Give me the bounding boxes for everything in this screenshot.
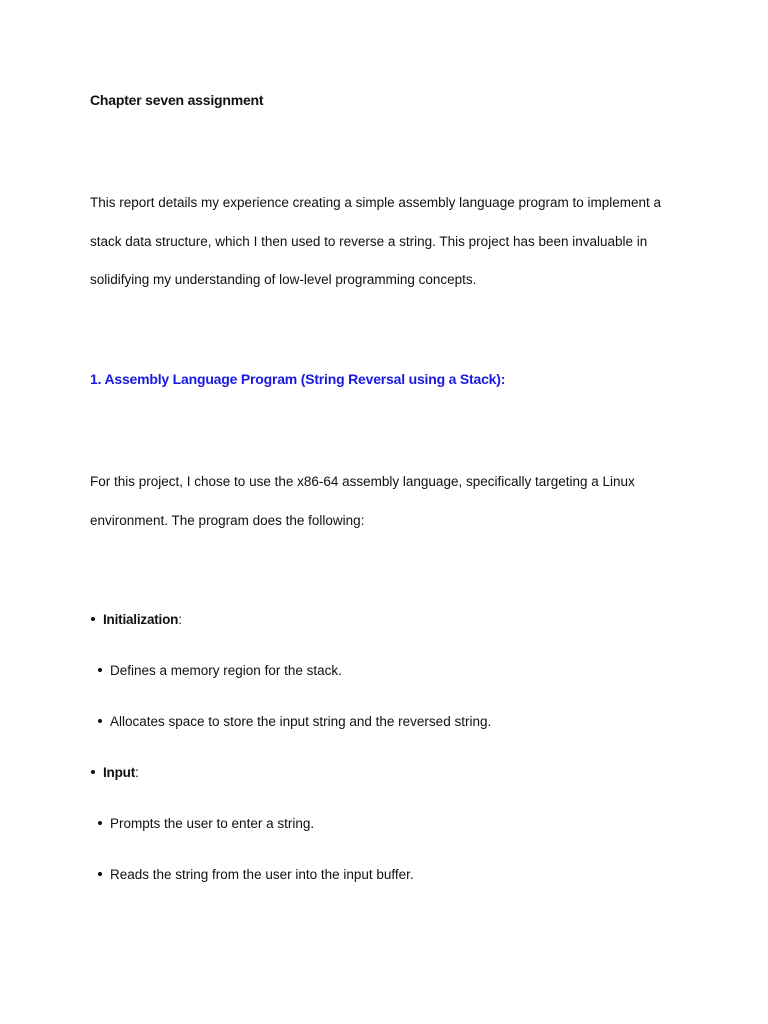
list-item-text: Allocates space to store the input string and the reversed string. [110, 714, 492, 729]
list-item-text: Prompts the user to enter a string. [110, 816, 315, 831]
list-item-input [91, 765, 139, 780]
list-item [98, 663, 342, 678]
list-item-text: Reads the string from the user into the input buffer. [110, 867, 414, 882]
bullet-icon [98, 821, 102, 825]
document-title: Chapter seven assignment [90, 92, 264, 108]
bullet-icon [98, 668, 102, 672]
list-item [98, 867, 414, 882]
list-term: Initialization [103, 612, 179, 627]
bullet-icon [98, 719, 102, 723]
list-item [98, 816, 314, 831]
section-heading: 1. Assembly Language Program (String Reversal using a Stack): [90, 371, 506, 387]
list-term-suffix: : [178, 612, 182, 627]
list-term: Input [103, 765, 135, 780]
list-item-initialization [91, 612, 182, 627]
intro-paragraph: This report details my experience creating a simple assembly language program to implement a stack data structure, which I then used to reverse a string. This project has been invaluable in solidifying my understanding of low-level programming concepts. [90, 195, 662, 287]
section-intro-paragraph: For this project, I chose to use the x86-64 assembly language, specifically targeting a Linux environment. The program does the following: [90, 474, 635, 528]
list-term-suffix: : [135, 765, 139, 780]
list-item-text: Defines a memory region for the stack. [110, 663, 342, 678]
bullet-icon [98, 872, 102, 876]
list-item [98, 714, 491, 729]
bullet-icon [91, 770, 95, 774]
bullet-icon [91, 617, 95, 621]
